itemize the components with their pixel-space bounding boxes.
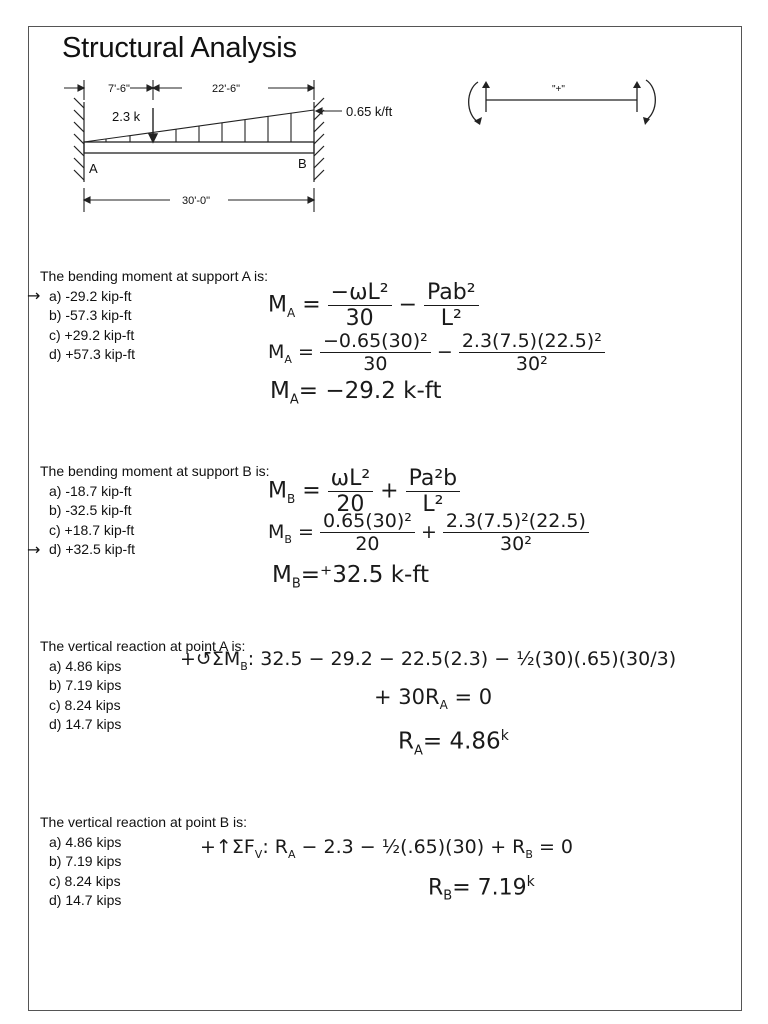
question-stem: The vertical reaction at point A is: bbox=[40, 638, 246, 654]
support-a-label: A bbox=[89, 161, 98, 176]
option-b[interactable]: b) 7.19 kips bbox=[49, 677, 122, 693]
dist-load-label: 0.65 k/ft bbox=[346, 104, 393, 119]
option-d[interactable]: d) +57.3 kip-ft bbox=[49, 346, 135, 362]
work-mb-result: $M_B=^+32.5$ k-ft bbox=[272, 562, 430, 592]
dist-load-leader bbox=[316, 108, 342, 114]
beam bbox=[84, 142, 314, 153]
work-ma-formula: $M_A$ = $\frac{\text{−ωL²}}{30}$ − $\frac{\text{Pab²}}{\text{L²}}$ bbox=[268, 280, 479, 331]
page-title: Structural Analysis bbox=[62, 32, 297, 64]
work-rb-force-eq: $+↑\Sigma F_V$: $R_A - 2.3$ − ½(.65)(30) + $R_B = 0$ bbox=[200, 836, 574, 861]
option-a[interactable]: a) -29.2 kip-ft bbox=[49, 287, 132, 304]
option-b[interactable]: b) -57.3 kip-ft bbox=[49, 307, 132, 323]
work-ra-moment-eq-2: + $30R_A = 0$ bbox=[374, 685, 493, 713]
dim-left-label: 7'-6" bbox=[108, 83, 130, 95]
work-ra-moment-eq: $+↺\Sigma M_B$: 32.5 − 29.2 − 22.5(2.3) − ½(30)(.65)(30/3) bbox=[180, 648, 677, 673]
question-stem: The vertical reaction at point B is: bbox=[40, 814, 247, 830]
option-b[interactable]: b) -32.5 kip-ft bbox=[49, 502, 132, 518]
dim-right-label: 22'-6" bbox=[212, 83, 241, 95]
option-a[interactable]: a) -18.7 kip-ft bbox=[49, 482, 132, 499]
sign-rot-left bbox=[474, 117, 482, 125]
option-c[interactable]: c) +18.7 kip-ft bbox=[49, 521, 135, 538]
sign-arrow-right-up bbox=[633, 81, 641, 88]
option-a[interactable]: a) 4.86 kips bbox=[49, 657, 122, 674]
work-mb-formula: $M_B$ = $\frac{\text{ωL²}}{20}$ + $\frac{\text{Pa²b}}{\text{L²}}$ bbox=[268, 466, 460, 517]
option-d[interactable]: d) 14.7 kips bbox=[49, 716, 122, 732]
work-mb-substitution: $M_B$ = $\frac{\text{0.65(30)²}}{20}$ + $\frac{\text{2.3(7.5)²(22.5)}}{\text{30²}}$ bbox=[268, 510, 589, 555]
sign-arrow-left-up bbox=[482, 81, 490, 88]
option-a[interactable]: a) 4.86 kips bbox=[49, 833, 122, 850]
option-c[interactable]: c) 8.24 kips bbox=[49, 696, 121, 713]
beam-diagram bbox=[0, 0, 768, 260]
top-dimension bbox=[64, 80, 314, 100]
question-stem: The bending moment at support B is: bbox=[40, 463, 270, 479]
question-4 bbox=[40, 813, 247, 911]
option-b[interactable]: b) 7.19 kips bbox=[49, 853, 122, 869]
point-load-arrow bbox=[149, 108, 157, 142]
work-ma-result: $M_A= -29.2$ k-ft bbox=[270, 378, 442, 408]
work-rb-result: $R_B= 7.19^k$ bbox=[428, 874, 535, 904]
work-ma-substitution: $M_A$ = $\frac{\text{−0.65(30)²}}{30}$ − $\frac{\text{2.3(7.5)(22.5)²}}{\text{30²}}$ bbox=[268, 330, 605, 375]
option-d[interactable]: d) 14.7 kips bbox=[49, 892, 122, 908]
option-c[interactable]: c) 8.24 kips bbox=[49, 872, 121, 889]
option-c[interactable]: c) +29.2 kip-ft bbox=[49, 326, 135, 343]
question-2 bbox=[40, 462, 270, 560]
left-fixed-support bbox=[74, 98, 84, 182]
support-b-label: B bbox=[298, 156, 307, 171]
question-stem: The bending moment at support A is: bbox=[40, 268, 269, 284]
sign-label: "+" bbox=[552, 84, 565, 95]
selected-arrow-icon: → bbox=[27, 286, 41, 305]
selected-arrow-icon: → bbox=[27, 540, 41, 559]
option-d[interactable]: d) +32.5 kip-ft bbox=[49, 541, 135, 557]
work-ra-result: $R_A= 4.86^k$ bbox=[398, 728, 509, 759]
dim-total-label: 30'-0" bbox=[182, 195, 211, 207]
question-1 bbox=[40, 267, 268, 365]
point-load-label: 2.3 k bbox=[112, 109, 141, 124]
